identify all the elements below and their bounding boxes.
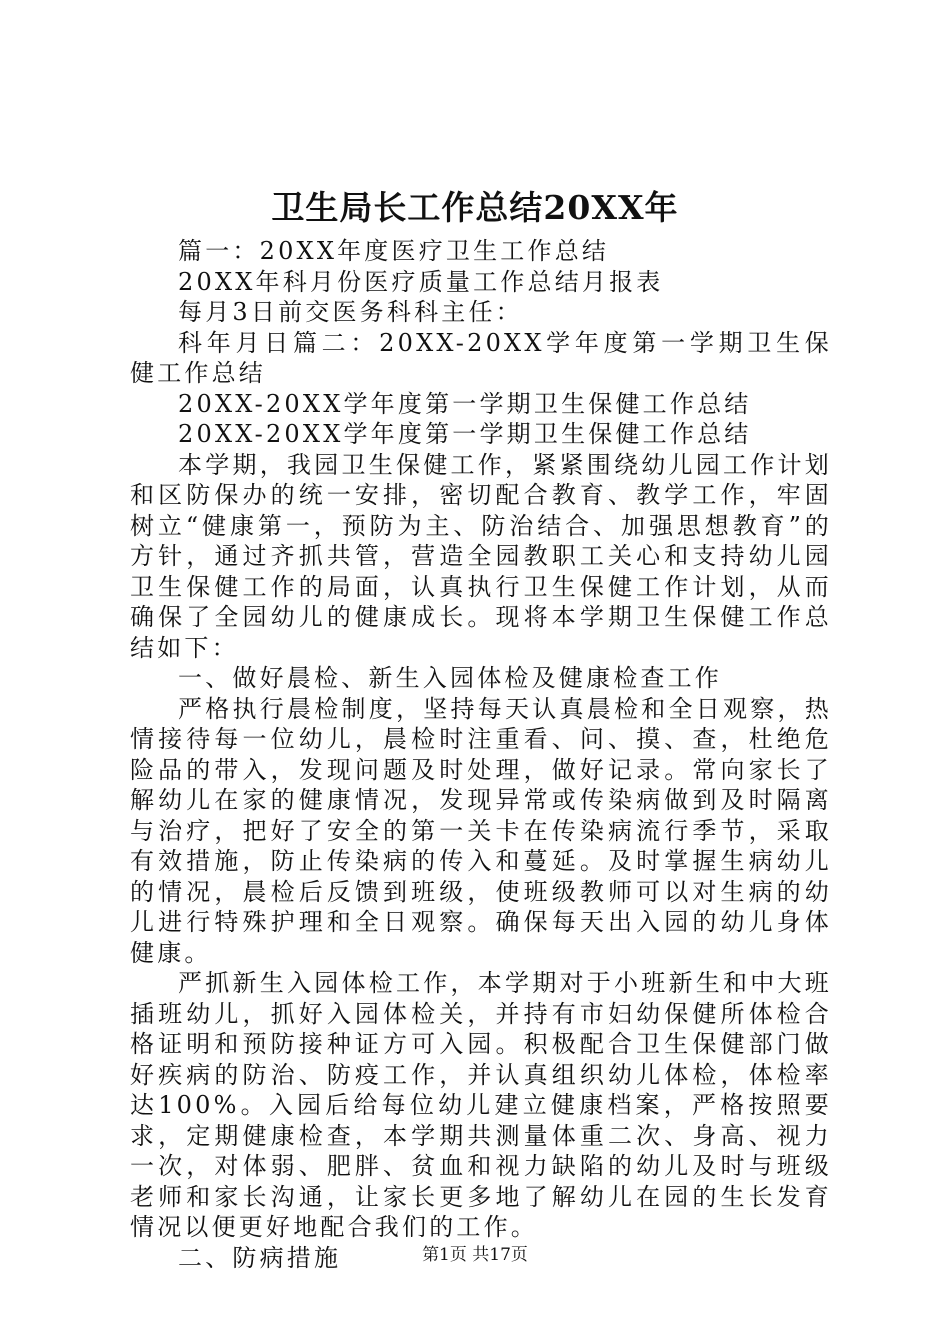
- paragraph: 20XX-20XX学年度第一学期卫生保健工作总结: [178, 420, 752, 448]
- section-heading: 一、做好晨检、新生入园体检及健康检查工作: [178, 664, 722, 692]
- document-body: [130, 236, 832, 1273]
- paragraph: 篇一：20XX年度医疗卫生工作总结: [178, 237, 610, 265]
- paragraph: 20XX年科月份医疗质量工作总结月报表: [178, 267, 664, 296]
- paragraph: 严抓新生入园体检工作，本学期对于小班新生和中大班插班幼儿，抓好入园体检关，并持有市妇幼保健所体检合格证明和预防接种证方可入园。积极配合卫生保健部门做好疾病的防治、防疫工作，并认真组织幼儿体检，体检率达100%。入园后给每位幼儿建立健康档案，严格按照要求，定期健康检查，本学期共测量体重二次、身高、视力一次，对体弱、肥胖、贫血和视力缺陷的幼儿及时与班级老师和家长沟通，让家长更多地了解幼儿在园的生长发育情况以便更好地配合我们的工作。: [130, 969, 832, 1241]
- paragraph: 科年月日篇二：20XX-20XX学年度第一学期卫生保健工作总结: [130, 328, 832, 387]
- paragraph: 本学期，我园卫生保健工作，紧紧围绕幼儿园工作计划和区防保办的统一安排，密切配合教育、教学工作，牢固树立“健康第一，预防为主、防治结合、加强思想教育”的方针，通过齐抓共管，营造全园教职工关心和支持幼儿园卫生保健工作的局面，认真执行卫生保健工作计划，从而确保了全园幼儿的健康成长。现将本学期卫生保健工作总结如下：: [130, 450, 832, 662]
- paragraph: 20XX-20XX学年度第一学期卫生保健工作总结: [178, 389, 752, 418]
- paragraph: 严格执行晨检制度，坚持每天认真晨检和全日观察，热情接待每一位幼儿，晨检时注重看、问、摸、查，杜绝危险品的带入，发现问题及时处理，做好记录。常向家长了解幼儿在家的健康情况，发现异常或传染病做到及时隔离与治疗，把好了安全的第一关卡在传染病流行季节，采取有效措施，防止传染病的传入和蔓延。及时掌握生病幼儿的情况，晨检后反馈到班级，使班级教师可以对生病的幼儿进行特殊护理和全日观察。确保每天出入园的幼儿身体健康。: [130, 694, 832, 967]
- paragraph: 每月3日前交医务科科主任：: [178, 298, 523, 326]
- page-footer: 第1页 共17页: [422, 1245, 528, 1265]
- section-heading: 二、防病措施: [178, 1243, 342, 1272]
- document-title: 卫生局长工作总结20XX年: [271, 188, 679, 227]
